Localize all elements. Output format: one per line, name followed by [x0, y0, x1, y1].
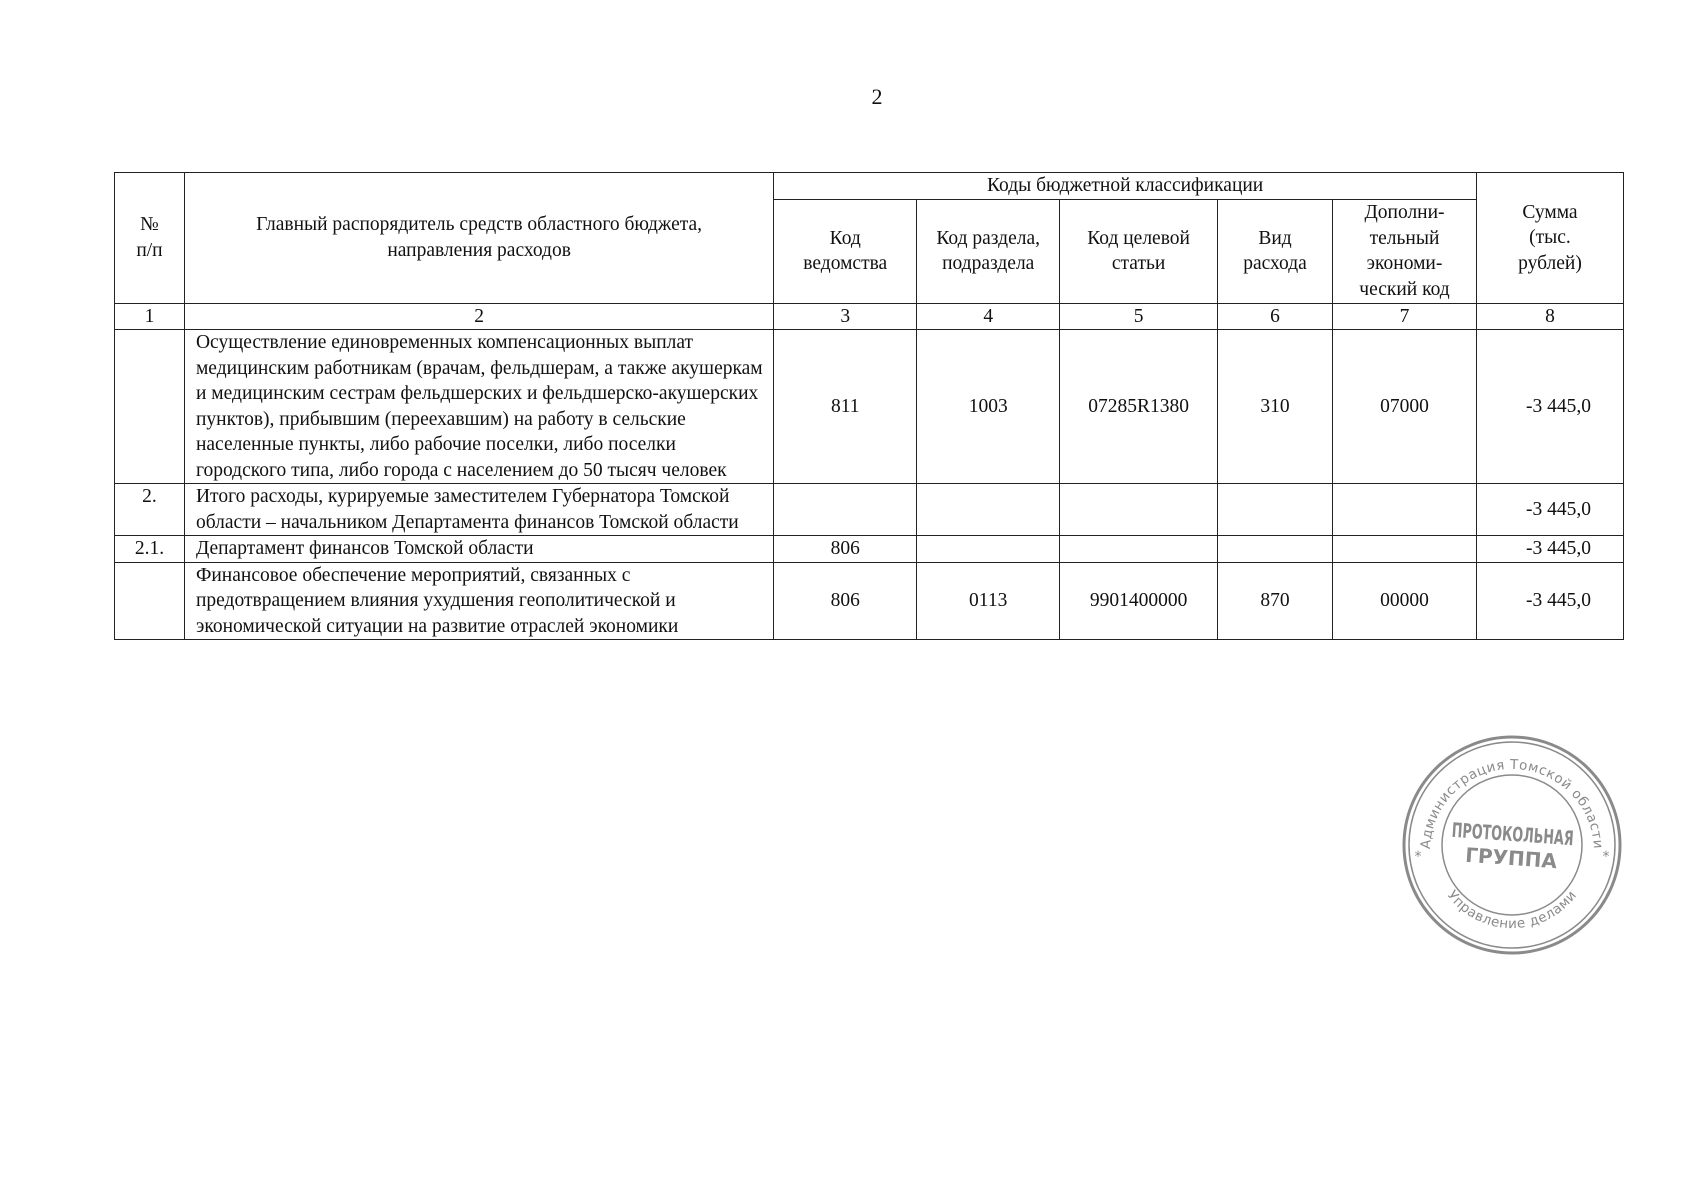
stamp-outer-text: Администрация Томской области [1417, 756, 1607, 850]
col-number: 4 [917, 303, 1060, 330]
row-dept-code [774, 484, 917, 536]
row-name: Осуществление единовременных компенсационных выплат медицинским работникам (врачам, фельдшерам, а также акушеркам и медицинским сестрам фельдшерских и фельдшерско-акушерских пунктов), прибывшим (переехавшим) на работу в сельские населенные пункты, либо рабочие поселки, либо поселки городского типа, либо города с населением до 50 тысяч человек [184, 330, 773, 484]
row-dept-code: 806 [774, 536, 917, 563]
row-sum: -3 445,0 [1476, 484, 1623, 536]
table-row [115, 562, 1624, 640]
col-number: 7 [1333, 303, 1477, 330]
row-num [115, 330, 185, 484]
row-num: 2.1. [115, 536, 185, 563]
header-row-1 [115, 173, 1624, 200]
row-sum: -3 445,0 [1476, 536, 1623, 563]
row-dept-code: 806 [774, 562, 917, 640]
col-number: 2 [184, 303, 773, 330]
col-number: 3 [774, 303, 917, 330]
row-type-code [1218, 536, 1333, 563]
table-row [115, 484, 1624, 536]
header-main: Главный распорядитель средств областного бюджета, направления расходов [184, 173, 773, 304]
row-extra-code [1333, 484, 1477, 536]
row-extra-code: 07000 [1333, 330, 1477, 484]
header-code-type: Вид расхода [1218, 199, 1333, 303]
row-sum: -3 445,0 [1476, 562, 1623, 640]
row-section-code: 0113 [917, 562, 1060, 640]
row-target-code: 07285R1380 [1060, 330, 1218, 484]
row-type-code: 310 [1218, 330, 1333, 484]
stamp-star-right: * [1602, 849, 1610, 865]
col-number: 8 [1476, 303, 1623, 330]
col-number: 1 [115, 303, 185, 330]
stamp-center-line2: ГРУППА [1464, 842, 1558, 874]
header-budget-codes: Коды бюджетной классификации [774, 173, 1477, 200]
row-section-code [917, 484, 1060, 536]
row-name: Финансовое обеспечение мероприятий, связанных с предотвращением влияния ухудшения геополитической и экономической ситуации на развитие отраслей экономики [184, 562, 773, 640]
official-seal-stamp [1400, 733, 1624, 957]
row-section-code: 1003 [917, 330, 1060, 484]
row-section-code [917, 536, 1060, 563]
header-code-section: Код раздела, подраздела [917, 199, 1060, 303]
row-type-code: 870 [1218, 562, 1333, 640]
header-num: № п/п [115, 173, 185, 304]
stamp-star-left: * [1414, 849, 1422, 865]
col-number: 6 [1218, 303, 1333, 330]
budget-table [114, 172, 1624, 640]
header-code-target: Код целевой статьи [1060, 199, 1218, 303]
row-target-code [1060, 484, 1218, 536]
column-number-row [115, 303, 1624, 330]
row-target-code [1060, 536, 1218, 563]
table-row [115, 330, 1624, 484]
row-extra-code [1333, 536, 1477, 563]
row-num [115, 562, 185, 640]
stamp-center-line1: ПРОТОКОЛЬНАЯ [1451, 817, 1624, 856]
row-extra-code: 00000 [1333, 562, 1477, 640]
row-target-code: 9901400000 [1060, 562, 1218, 640]
header-code-dept: Код ведомства [774, 199, 917, 303]
table-row [115, 536, 1624, 563]
col-number: 5 [1060, 303, 1218, 330]
row-type-code [1218, 484, 1333, 536]
stamp-bottom-text: Управление делами [1443, 887, 1581, 933]
row-name: Итого расходы, курируемые заместителем Губернатора Томской области – начальником Департамента финансов Томской области [184, 484, 773, 536]
row-num: 2. [115, 484, 185, 536]
page-number: 2 [871, 84, 883, 109]
header-code-extra: Дополни-тельный экономи-ческий код [1333, 199, 1477, 303]
row-sum: -3 445,0 [1476, 330, 1623, 484]
row-dept-code: 811 [774, 330, 917, 484]
header-sum: Сумма (тыс. рублей) [1476, 173, 1623, 304]
row-name: Департамент финансов Томской области [184, 536, 773, 563]
